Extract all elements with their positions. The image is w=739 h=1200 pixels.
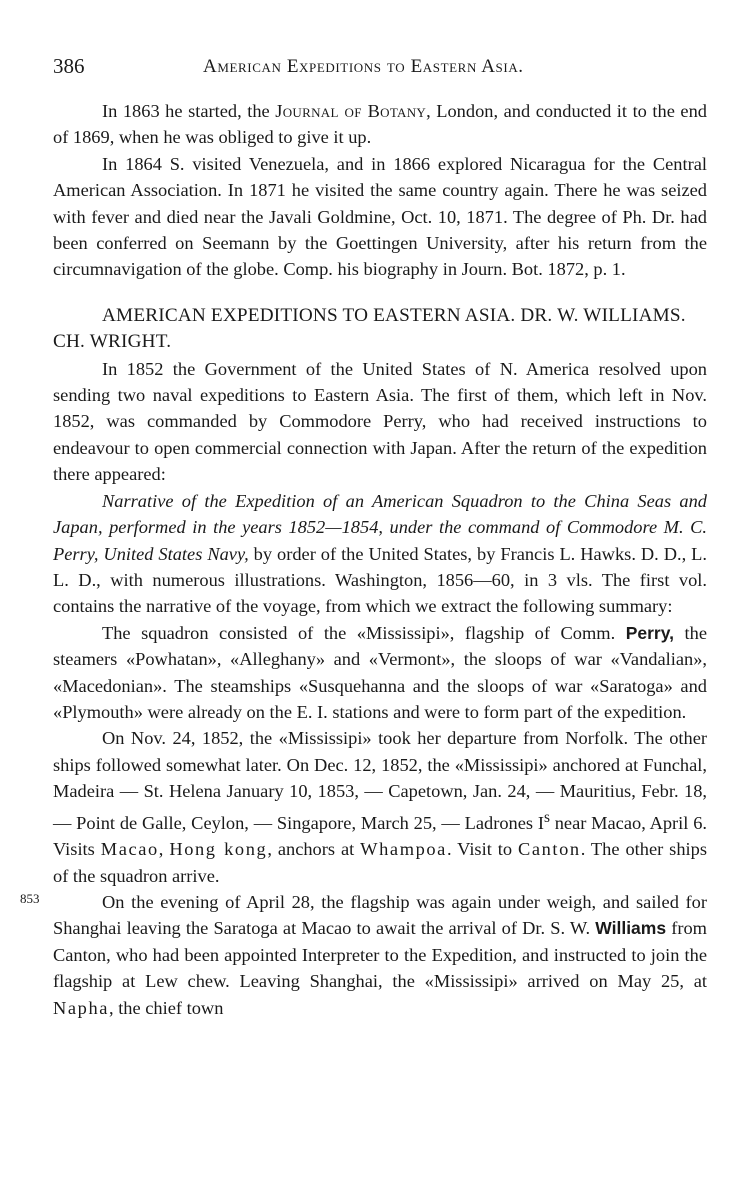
journal-title: Journal of Botany — [275, 101, 427, 121]
running-title: American Expeditions to Eastern Asia. — [203, 56, 524, 77]
name-williams: Williams — [595, 918, 667, 939]
paragraph-venezuela: In 1864 S. visited Venezuela, and in 1866 explored Nicaragua for the Central American Association. In 1871 he visited the same country again. There he was seized with fever and died near the Javali Goldmine, Oct. 10, 1871. The degree of Ph. Dr. had been conferred on Seemann by the Goettingen University, after his return from the circumnavigation of the globe. Comp. his biography in Journ. Bot. 1872, p. 1. — [53, 153, 707, 280]
page-number: 386 — [53, 54, 85, 78]
paragraph-journal: In 1863 he started, the Journal of Botany, London, and conducted it to the end of 1869, when he was obliged to give it up. — [53, 101, 707, 148]
paragraph-squadron: The squadron consisted of the «Mississipi», flagship of Comm. Perry, the steamers «Powhatan», «Alleghany» and «Vermont», the sloops of war «Vandalian», «Macedonian». The steamships «Susquehanna and the sloops of war «Saratoga» and «Plymouth» were already on the E. I. stations and were to form part of the expedition. — [53, 622, 707, 722]
page-header — [53, 54, 703, 84]
section-heading: AMERICAN EXPEDITIONS TO EASTERN ASIA. DR. W. WILLIAMS. CH. WRIGHT. — [53, 304, 686, 353]
paragraph-government: In 1852 the Government of the United States of N. America resolved upon sending two naval expeditions to Eastern Asia. The first of them, which left in Nov. 1852, was commanded by Commodore Perry, who had received instructions to endeavour to open commercial connection with Japan. After the return of the expedition there appeared: — [53, 358, 707, 485]
book-title: Narrative of the Expedition of an American Squadron to the China Seas and Japan, performed in the years 1852—1854, under the command of Commodore M. C. Perry, United States Navy, — [53, 490, 707, 564]
margin-note: 853 — [20, 891, 40, 906]
paragraph-shanghai: On the evening of April 28, the flagship was again under weigh, and sailed for Shanghai leaving the Saratoga at Macao to await the arrival of Dr. S. W. Williams from Canton, who had been appointed Interpreter to the Expedition, and instructed to join the flagship at Lew chew. Leaving Shanghai, the «Mississipi» arrived on May 25, at Napha, the chief town — [53, 891, 707, 1018]
name-perry: Perry, — [625, 622, 675, 643]
page-body — [53, 98, 707, 1021]
paragraph-voyage: On Nov. 24, 1852, the «Mississipi» took her departure from Norfolk. The other ships followed somewhat later. On Dec. 12, 1852, the «Mississipi» anchored at Funchal, Madeira — St. Helena January 10, 1853, — Capetown, Jan. 24, — Mauritius, Febr. 18, — Point de Galle, Ceylon, — Singapore, March 25, — Ladrones $I^s$ near Macao, April 6. Visits Macao, Hong kong, anchors at Whampoa. Visit to Canton. The other ships of the squadron arrive. — [53, 728, 707, 886]
paragraph-narrative: Narrative of the Expedition of an American Squadron to the China Seas and Japan, performed in the years 1852—1854, under the command of Commodore M. C. Perry, United States Navy, by order of the United States, by Francis L. Hawks. D. D., L. L. D., with numerous illustrations. Washington, 1856—60, in 3 vls. The first vol. contains the narrative of the voyage, from which we extract the following summary: — [53, 490, 707, 617]
